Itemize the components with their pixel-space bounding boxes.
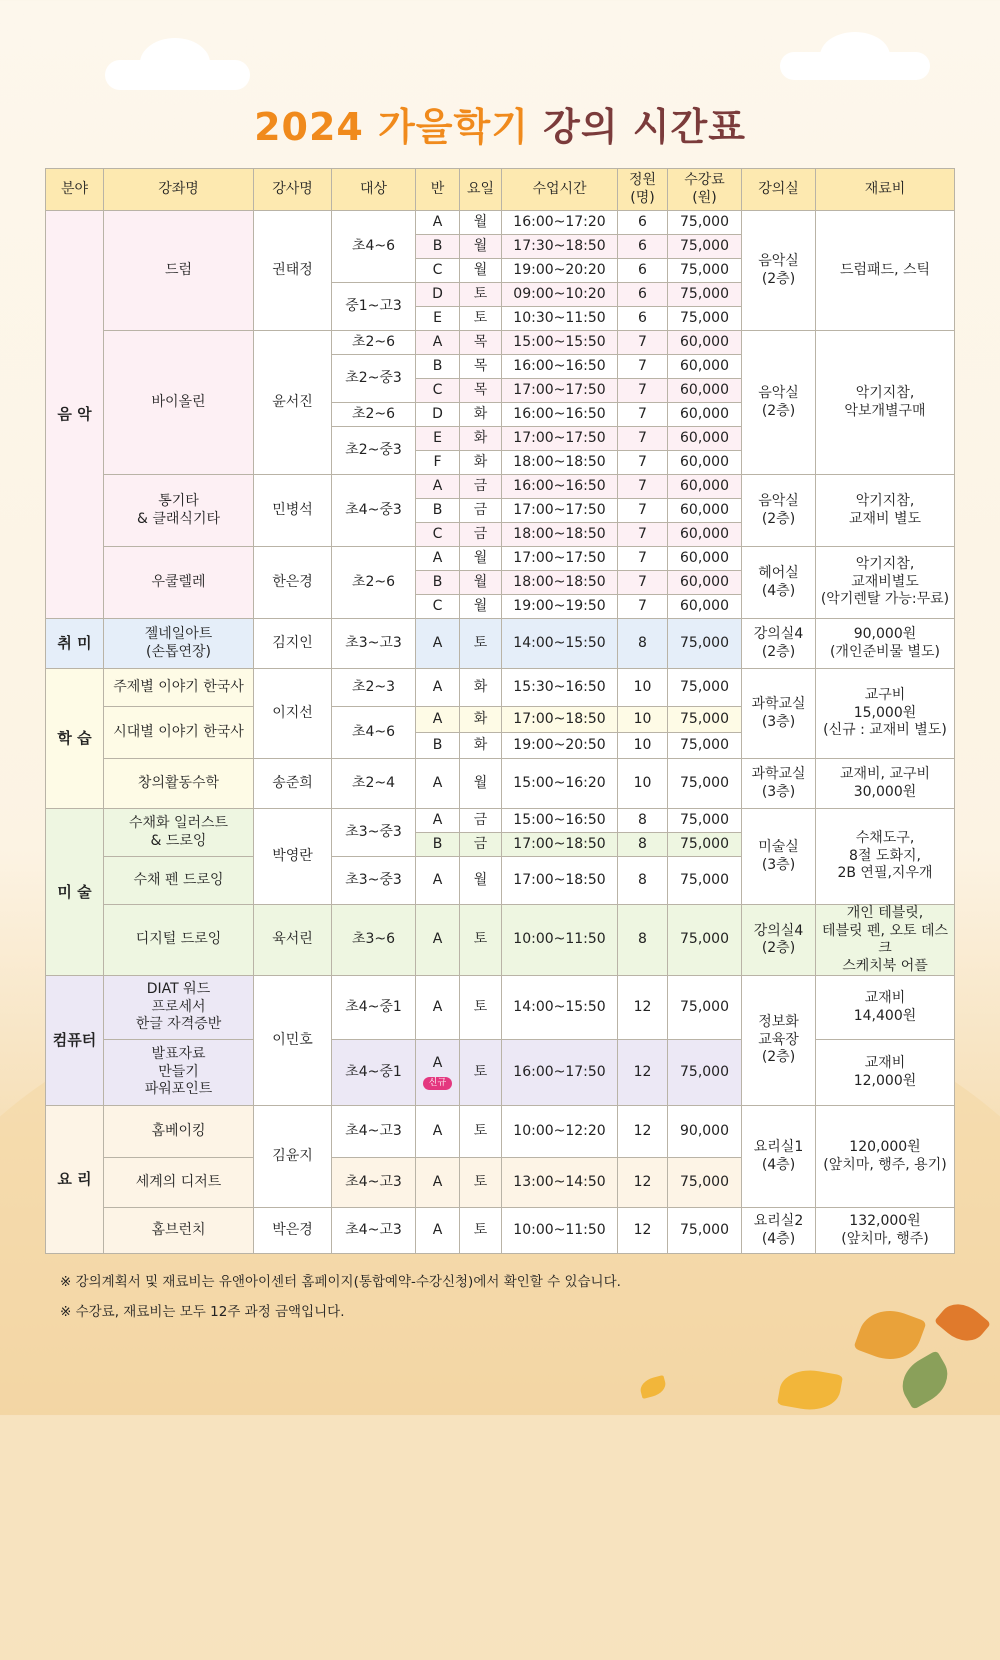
class-cell: A 신규 <box>416 1040 460 1106</box>
capacity-cell: 12 <box>618 1158 668 1208</box>
material-cell: 드럼패드, 스틱 <box>816 211 955 331</box>
time-cell: 10:00~11:50 <box>502 1208 618 1254</box>
material-cell: 악기지참, 악보개별구매 <box>816 331 955 475</box>
material-cell: 교재비 14,400원 <box>816 976 955 1040</box>
course-name: 수채 펜 드로잉 <box>104 857 254 905</box>
day-cell: 화 <box>460 707 502 733</box>
teacher-name: 윤서진 <box>254 331 332 475</box>
fee-cell: 75,000 <box>668 733 742 759</box>
capacity-cell: 10 <box>618 759 668 809</box>
capacity-cell: 7 <box>618 403 668 427</box>
material-cell: 90,000원 (개인준비물 별도) <box>816 619 955 669</box>
table-header-row <box>46 169 955 211</box>
course-name: 디지털 드로잉 <box>104 905 254 976</box>
course-name: 발표자료 만들기 파워포인트 <box>104 1040 254 1106</box>
fee-cell: 75,000 <box>668 759 742 809</box>
fee-cell: 60,000 <box>668 571 742 595</box>
time-cell: 18:00~18:50 <box>502 571 618 595</box>
time-cell: 10:00~12:20 <box>502 1106 618 1158</box>
time-cell: 15:00~16:20 <box>502 759 618 809</box>
table-row <box>46 809 955 833</box>
fee-cell: 60,000 <box>668 403 742 427</box>
fee-cell: 75,000 <box>668 283 742 307</box>
fee-cell: 60,000 <box>668 331 742 355</box>
class-cell: B <box>416 733 460 759</box>
table-row <box>46 759 955 809</box>
day-cell: 월 <box>460 235 502 259</box>
course-name: 드럼 <box>104 211 254 331</box>
material-cell: 교재비, 교구비 30,000원 <box>816 759 955 809</box>
day-cell: 금 <box>460 523 502 547</box>
fee-cell: 60,000 <box>668 379 742 403</box>
room-cell: 요리실1 (4층) <box>742 1106 816 1208</box>
fee-cell: 75,000 <box>668 307 742 331</box>
column-header: 강의실 <box>742 169 816 211</box>
day-cell: 금 <box>460 833 502 857</box>
column-header: 수강료 (원) <box>668 169 742 211</box>
target-cell: 초4~6 <box>332 211 416 283</box>
target-cell: 초3~중3 <box>332 857 416 905</box>
footnote-2: ※ 수강료, 재료비는 모두 12주 과정 금액입니다. <box>60 1304 345 1320</box>
class-cell: E <box>416 427 460 451</box>
course-name: 창의활동수학 <box>104 759 254 809</box>
room-cell: 과학교실 (3층) <box>742 759 816 809</box>
capacity-cell: 7 <box>618 451 668 475</box>
material-cell: 악기지참, 교재비별도 (악기렌탈 가능:무료) <box>816 547 955 619</box>
fee-cell: 75,000 <box>668 259 742 283</box>
field-computer: 컴퓨터 <box>46 976 104 1106</box>
day-cell: 금 <box>460 809 502 833</box>
table-row <box>46 619 955 669</box>
room-cell: 과학교실 (3층) <box>742 669 816 759</box>
fee-cell: 75,000 <box>668 905 742 976</box>
course-name: 통기타 & 클래식기타 <box>104 475 254 547</box>
capacity-cell: 7 <box>618 379 668 403</box>
material-cell: 120,000원 (앞치마, 행주, 용기) <box>816 1106 955 1208</box>
title-year: 2024 가을학기 <box>254 105 529 149</box>
day-cell: 화 <box>460 451 502 475</box>
day-cell: 화 <box>460 403 502 427</box>
target-cell: 초2~6 <box>332 403 416 427</box>
fee-cell: 75,000 <box>668 833 742 857</box>
capacity-cell: 8 <box>618 857 668 905</box>
room-cell: 음악실 (2층) <box>742 331 816 475</box>
target-cell: 초3~고3 <box>332 619 416 669</box>
day-cell: 화 <box>460 427 502 451</box>
time-cell: 10:00~11:50 <box>502 905 618 976</box>
fee-cell: 60,000 <box>668 499 742 523</box>
fee-cell: 75,000 <box>668 211 742 235</box>
fee-cell: 75,000 <box>668 235 742 259</box>
capacity-cell: 6 <box>618 211 668 235</box>
time-cell: 14:00~15:50 <box>502 976 618 1040</box>
material-cell: 교재비 12,000원 <box>816 1040 955 1106</box>
capacity-cell: 6 <box>618 283 668 307</box>
day-cell: 토 <box>460 307 502 331</box>
class-cell: A <box>416 619 460 669</box>
fee-cell: 60,000 <box>668 595 742 619</box>
day-cell: 토 <box>460 1040 502 1106</box>
day-cell: 목 <box>460 355 502 379</box>
target-cell: 초2~4 <box>332 759 416 809</box>
teacher-name: 한은경 <box>254 547 332 619</box>
day-cell: 목 <box>460 379 502 403</box>
teacher-name: 민병석 <box>254 475 332 547</box>
time-cell: 17:00~18:50 <box>502 833 618 857</box>
room-cell: 음악실 (2층) <box>742 211 816 331</box>
target-cell: 초2~6 <box>332 547 416 619</box>
capacity-cell: 7 <box>618 475 668 499</box>
target-cell: 중1~고3 <box>332 283 416 331</box>
fee-cell: 60,000 <box>668 451 742 475</box>
column-header: 분야 <box>46 169 104 211</box>
day-cell: 토 <box>460 1208 502 1254</box>
day-cell: 토 <box>460 1106 502 1158</box>
day-cell: 화 <box>460 733 502 759</box>
room-cell: 미술실 (3층) <box>742 809 816 905</box>
day-cell: 월 <box>460 759 502 809</box>
class-cell: F <box>416 451 460 475</box>
time-cell: 17:00~18:50 <box>502 707 618 733</box>
day-cell: 토 <box>460 976 502 1040</box>
material-cell: 악기지참, 교재비 별도 <box>816 475 955 547</box>
target-cell: 초4~6 <box>332 707 416 759</box>
course-name: 홈베이킹 <box>104 1106 254 1158</box>
course-name: 주제별 이야기 한국사 <box>104 669 254 707</box>
table-row <box>46 547 955 571</box>
footnote-1: ※ 강의계획서 및 재료비는 유앤아이센터 홈페이지(통합예약-수강신청)에서 확인할 수 있습니다. <box>60 1274 621 1290</box>
target-cell: 초4~고3 <box>332 1106 416 1158</box>
column-header: 강사명 <box>254 169 332 211</box>
target-cell: 초4~중1 <box>332 976 416 1040</box>
course-name: 시대별 이야기 한국사 <box>104 707 254 759</box>
column-header: 반 <box>416 169 460 211</box>
teacher-name: 김지인 <box>254 619 332 669</box>
day-cell: 화 <box>460 669 502 707</box>
class-cell: C <box>416 379 460 403</box>
table-row <box>46 669 955 707</box>
column-header: 대상 <box>332 169 416 211</box>
target-cell: 초2~6 <box>332 331 416 355</box>
new-badge: 신규 <box>423 1077 452 1090</box>
table-row <box>46 1106 955 1158</box>
time-cell: 17:00~17:50 <box>502 379 618 403</box>
time-cell: 14:00~15:50 <box>502 619 618 669</box>
timetable <box>45 168 955 1254</box>
target-cell: 초2~중3 <box>332 355 416 403</box>
target-cell: 초3~중3 <box>332 809 416 857</box>
day-cell: 토 <box>460 905 502 976</box>
field-study: 학 습 <box>46 669 104 809</box>
material-cell: 교구비 15,000원 (신규 : 교재비 별도) <box>816 669 955 759</box>
class-cell: B <box>416 571 460 595</box>
capacity-cell: 7 <box>618 427 668 451</box>
room-cell: 강의실4 (2층) <box>742 619 816 669</box>
material-cell: 수채도구, 8절 도화지, 2B 연필,지우개 <box>816 809 955 905</box>
time-cell: 17:00~17:50 <box>502 427 618 451</box>
class-cell: A <box>416 1208 460 1254</box>
time-cell: 19:00~20:50 <box>502 733 618 759</box>
class-cell: A <box>416 905 460 976</box>
class-cell: A <box>416 211 460 235</box>
time-cell: 15:00~16:50 <box>502 809 618 833</box>
field-music: 음 악 <box>46 211 104 619</box>
fee-cell: 75,000 <box>668 976 742 1040</box>
teacher-name: 송준희 <box>254 759 332 809</box>
class-cell: B <box>416 235 460 259</box>
time-cell: 16:00~16:50 <box>502 403 618 427</box>
class-cell: A <box>416 547 460 571</box>
capacity-cell: 7 <box>618 547 668 571</box>
course-name: 수채화 일러스트 & 드로잉 <box>104 809 254 857</box>
time-cell: 17:00~17:50 <box>502 499 618 523</box>
fee-cell: 75,000 <box>668 619 742 669</box>
day-cell: 금 <box>460 499 502 523</box>
course-name: 세계의 디저트 <box>104 1158 254 1208</box>
field-art: 미 술 <box>46 809 104 976</box>
fee-cell: 75,000 <box>668 1040 742 1106</box>
teacher-name: 육서린 <box>254 905 332 976</box>
day-cell: 월 <box>460 547 502 571</box>
room-cell: 요리실2 (4층) <box>742 1208 816 1254</box>
capacity-cell: 7 <box>618 571 668 595</box>
teacher-name: 이지선 <box>254 669 332 759</box>
capacity-cell: 10 <box>618 707 668 733</box>
time-cell: 18:00~18:50 <box>502 451 618 475</box>
table-row <box>46 1040 955 1106</box>
day-cell: 월 <box>460 259 502 283</box>
class-cell: A <box>416 707 460 733</box>
time-cell: 17:00~17:50 <box>502 547 618 571</box>
capacity-cell: 10 <box>618 669 668 707</box>
capacity-cell: 7 <box>618 523 668 547</box>
course-name: 홈브런치 <box>104 1208 254 1254</box>
footnotes <box>60 1270 621 1330</box>
day-cell: 목 <box>460 331 502 355</box>
material-cell: 132,000원 (앞치마, 행주) <box>816 1208 955 1254</box>
column-header: 강좌명 <box>104 169 254 211</box>
fee-cell: 75,000 <box>668 1208 742 1254</box>
page-title <box>0 96 1000 151</box>
material-cell: 개인 테블릿, 테블릿 펜, 오토 데스크 스케치북 어플 <box>816 905 955 976</box>
capacity-cell: 10 <box>618 733 668 759</box>
target-cell: 초2~3 <box>332 669 416 707</box>
capacity-cell: 8 <box>618 619 668 669</box>
target-cell: 초3~6 <box>332 905 416 976</box>
fee-cell: 60,000 <box>668 475 742 499</box>
day-cell: 토 <box>460 1158 502 1208</box>
class-cell: A <box>416 475 460 499</box>
field-hobby: 취 미 <box>46 619 104 669</box>
teacher-name: 김윤지 <box>254 1106 332 1208</box>
time-cell: 17:30~18:50 <box>502 235 618 259</box>
time-cell: 19:00~19:50 <box>502 595 618 619</box>
room-cell: 헤어실 (4층) <box>742 547 816 619</box>
capacity-cell: 6 <box>618 259 668 283</box>
day-cell: 금 <box>460 475 502 499</box>
teacher-name: 이민호 <box>254 976 332 1106</box>
target-cell: 초2~중3 <box>332 427 416 475</box>
capacity-cell: 12 <box>618 1106 668 1158</box>
time-cell: 17:00~18:50 <box>502 857 618 905</box>
day-cell: 월 <box>460 857 502 905</box>
course-name: 우쿨렐레 <box>104 547 254 619</box>
capacity-cell: 8 <box>618 833 668 857</box>
table-row <box>46 905 955 976</box>
room-cell: 강의실4 (2층) <box>742 905 816 976</box>
column-header: 재료비 <box>816 169 955 211</box>
class-cell: A <box>416 1106 460 1158</box>
time-cell: 18:00~18:50 <box>502 523 618 547</box>
time-cell: 10:30~11:50 <box>502 307 618 331</box>
fee-cell: 75,000 <box>668 1158 742 1208</box>
class-cell: A <box>416 809 460 833</box>
class-cell: C <box>416 595 460 619</box>
time-cell: 16:00~16:50 <box>502 355 618 379</box>
time-cell: 16:00~17:50 <box>502 1040 618 1106</box>
time-cell: 16:00~16:50 <box>502 475 618 499</box>
class-cell: C <box>416 523 460 547</box>
column-header: 수업시간 <box>502 169 618 211</box>
capacity-cell: 7 <box>618 355 668 379</box>
teacher-name: 박영란 <box>254 809 332 905</box>
time-cell: 13:00~14:50 <box>502 1158 618 1208</box>
class-cell: A <box>416 759 460 809</box>
fee-cell: 60,000 <box>668 523 742 547</box>
teacher-name: 권태정 <box>254 211 332 331</box>
target-cell: 초4~고3 <box>332 1208 416 1254</box>
course-name: 젤네일아트 (손톱연장) <box>104 619 254 669</box>
room-cell: 정보화 교육장 (2층) <box>742 976 816 1106</box>
capacity-cell: 7 <box>618 499 668 523</box>
class-cell: A <box>416 331 460 355</box>
day-cell: 월 <box>460 595 502 619</box>
capacity-cell: 12 <box>618 1040 668 1106</box>
table-row <box>46 475 955 499</box>
day-cell: 토 <box>460 619 502 669</box>
capacity-cell: 7 <box>618 595 668 619</box>
capacity-cell: 8 <box>618 905 668 976</box>
time-cell: 19:00~20:20 <box>502 259 618 283</box>
capacity-cell: 6 <box>618 307 668 331</box>
fee-cell: 60,000 <box>668 355 742 379</box>
capacity-cell: 8 <box>618 809 668 833</box>
capacity-cell: 12 <box>618 1208 668 1254</box>
time-cell: 16:00~17:20 <box>502 211 618 235</box>
class-cell: B <box>416 499 460 523</box>
time-cell: 15:30~16:50 <box>502 669 618 707</box>
course-name: DIAT 워드 프로세서 한글 자격증반 <box>104 976 254 1040</box>
class-cell: A <box>416 1158 460 1208</box>
time-cell: 09:00~10:20 <box>502 283 618 307</box>
table-row <box>46 211 955 235</box>
fee-cell: 60,000 <box>668 427 742 451</box>
capacity-cell: 7 <box>618 331 668 355</box>
day-cell: 월 <box>460 571 502 595</box>
target-cell: 초4~중3 <box>332 475 416 547</box>
room-cell: 음악실 (2층) <box>742 475 816 547</box>
fee-cell: 75,000 <box>668 669 742 707</box>
column-header: 정원 (명) <box>618 169 668 211</box>
fee-cell: 75,000 <box>668 809 742 833</box>
class-cell: B <box>416 833 460 857</box>
table-row <box>46 1208 955 1254</box>
target-cell: 초4~중1 <box>332 1040 416 1106</box>
teacher-name: 박은경 <box>254 1208 332 1254</box>
course-name: 바이올린 <box>104 331 254 475</box>
fee-cell: 75,000 <box>668 707 742 733</box>
field-cooking: 요 리 <box>46 1106 104 1254</box>
class-cell: A <box>416 669 460 707</box>
class-cell: A <box>416 857 460 905</box>
class-cell: B <box>416 355 460 379</box>
class-cell: E <box>416 307 460 331</box>
fee-cell: 90,000 <box>668 1106 742 1158</box>
table-row <box>46 331 955 355</box>
class-cell: D <box>416 283 460 307</box>
table-row <box>46 976 955 1040</box>
fee-cell: 60,000 <box>668 547 742 571</box>
capacity-cell: 6 <box>618 235 668 259</box>
capacity-cell: 12 <box>618 976 668 1040</box>
class-cell: D <box>416 403 460 427</box>
day-cell: 토 <box>460 283 502 307</box>
class-cell: A <box>416 976 460 1040</box>
column-header: 요일 <box>460 169 502 211</box>
fee-cell: 75,000 <box>668 857 742 905</box>
class-cell: C <box>416 259 460 283</box>
time-cell: 15:00~15:50 <box>502 331 618 355</box>
day-cell: 월 <box>460 211 502 235</box>
title-main: 강의 시간표 <box>543 105 746 149</box>
target-cell: 초4~고3 <box>332 1158 416 1208</box>
